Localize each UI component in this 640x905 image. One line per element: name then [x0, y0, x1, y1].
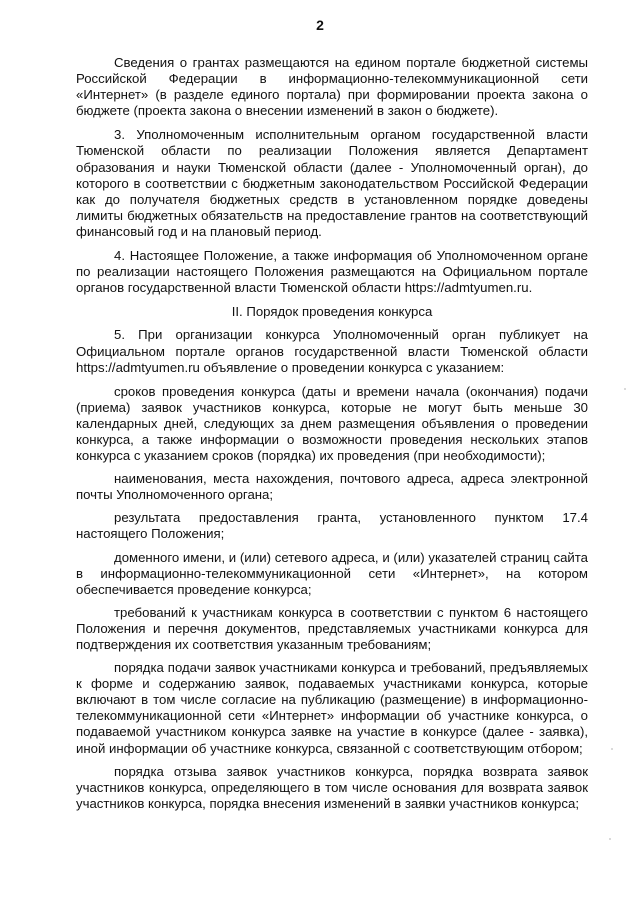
paragraph-3: 3. Уполномоченным исполнительным органом государственной власти Тюменской области по реализации Положения является Департамент образования и науки Тюменской области (далее - Уполномоченный орган), до которого в соответствии с бюджетным законодательством Российской Федерации как до получателя бюджетных средств в установленном порядке доведены лимиты бюджетных обязательств на предоставление грантов на соответствующий финансовый год и на плановый период.: [76, 127, 588, 239]
page-number: 2: [316, 17, 324, 33]
paragraph-4: 4. Настоящее Положение, а также информация об Уполномоченном органе по реализации настоящего Положения размещаются на Официальном портале органов государственной власти Тюменской области https://admtyumen.ru.: [76, 248, 588, 296]
document-body: [76, 55, 588, 819]
list-item: результата предоставления гранта, установленного пунктом 17.4 настоящего Положения;: [76, 510, 588, 542]
paragraph-5: 5. При организации конкурса Уполномоченный орган публикует на Официальном портале органов государственной власти Тюменской области https://admtyumen.ru объявление о проведении конкурса с указанием:: [76, 327, 588, 375]
list-item: сроков проведения конкурса (даты и времени начала (окончания) подачи (приема) заявок участников конкурса, которые не могут быть меньше 30 календарных дней, следующих за днем размещения объявления о проведении конкурса, а также информации о возможности проведения нескольких этапов конкурса с указанием сроков (порядка) их проведения (при необходимости);: [76, 383, 588, 464]
scan-speck: [611, 748, 613, 750]
section-heading: II. Порядок проведения конкурса: [231, 304, 433, 320]
list-item: порядка отзыва заявок участников конкурса, порядка возврата заявок участников конкурса, определяющего в том числе основания для возврата заявок участников конкурса, порядка внесения изменений в заявки участников конкурса;: [76, 763, 588, 811]
list-item: наименования, места нахождения, почтового адреса, адреса электронной почты Уполномоченного органа;: [76, 471, 588, 503]
list-item: требований к участникам конкурса в соответствии с пунктом 6 настоящего Положения и перечня документов, представляемых участниками конкурса для подтверждения их соответствия указанным требованиям;: [76, 604, 588, 652]
scan-speck: [624, 388, 626, 390]
list-item: порядка подачи заявок участниками конкурса и требований, предъявляемых к форме и содержанию заявок, подаваемых участниками конкурса, которые включают в том числе согласие на публикацию (размещение) в информационно-телекоммуникационной сети «Интернет» информации об участнике конкурса, о подаваемой участником конкурса заявке на участие в конкурсе (далее - заявка), иной информации об участнике конкурса, связанной с соответствующим отбором;: [76, 660, 588, 756]
list-item: доменного имени, и (или) сетевого адреса, и (или) указателей страниц сайта в информационно-телекоммуникационной сети «Интернет», на котором обеспечивается проведение конкурса;: [76, 549, 588, 597]
paragraph-grants-info: Сведения о грантах размещаются на едином портале бюджетной системы Российской Федерации в информационно-телекоммуникационной сети «Интернет» (в разделе единого портала) при формировании проекта закона о бюджете (проекта закона о внесении изменений в закон о бюджете).: [76, 55, 588, 119]
scan-speck: [609, 838, 611, 840]
